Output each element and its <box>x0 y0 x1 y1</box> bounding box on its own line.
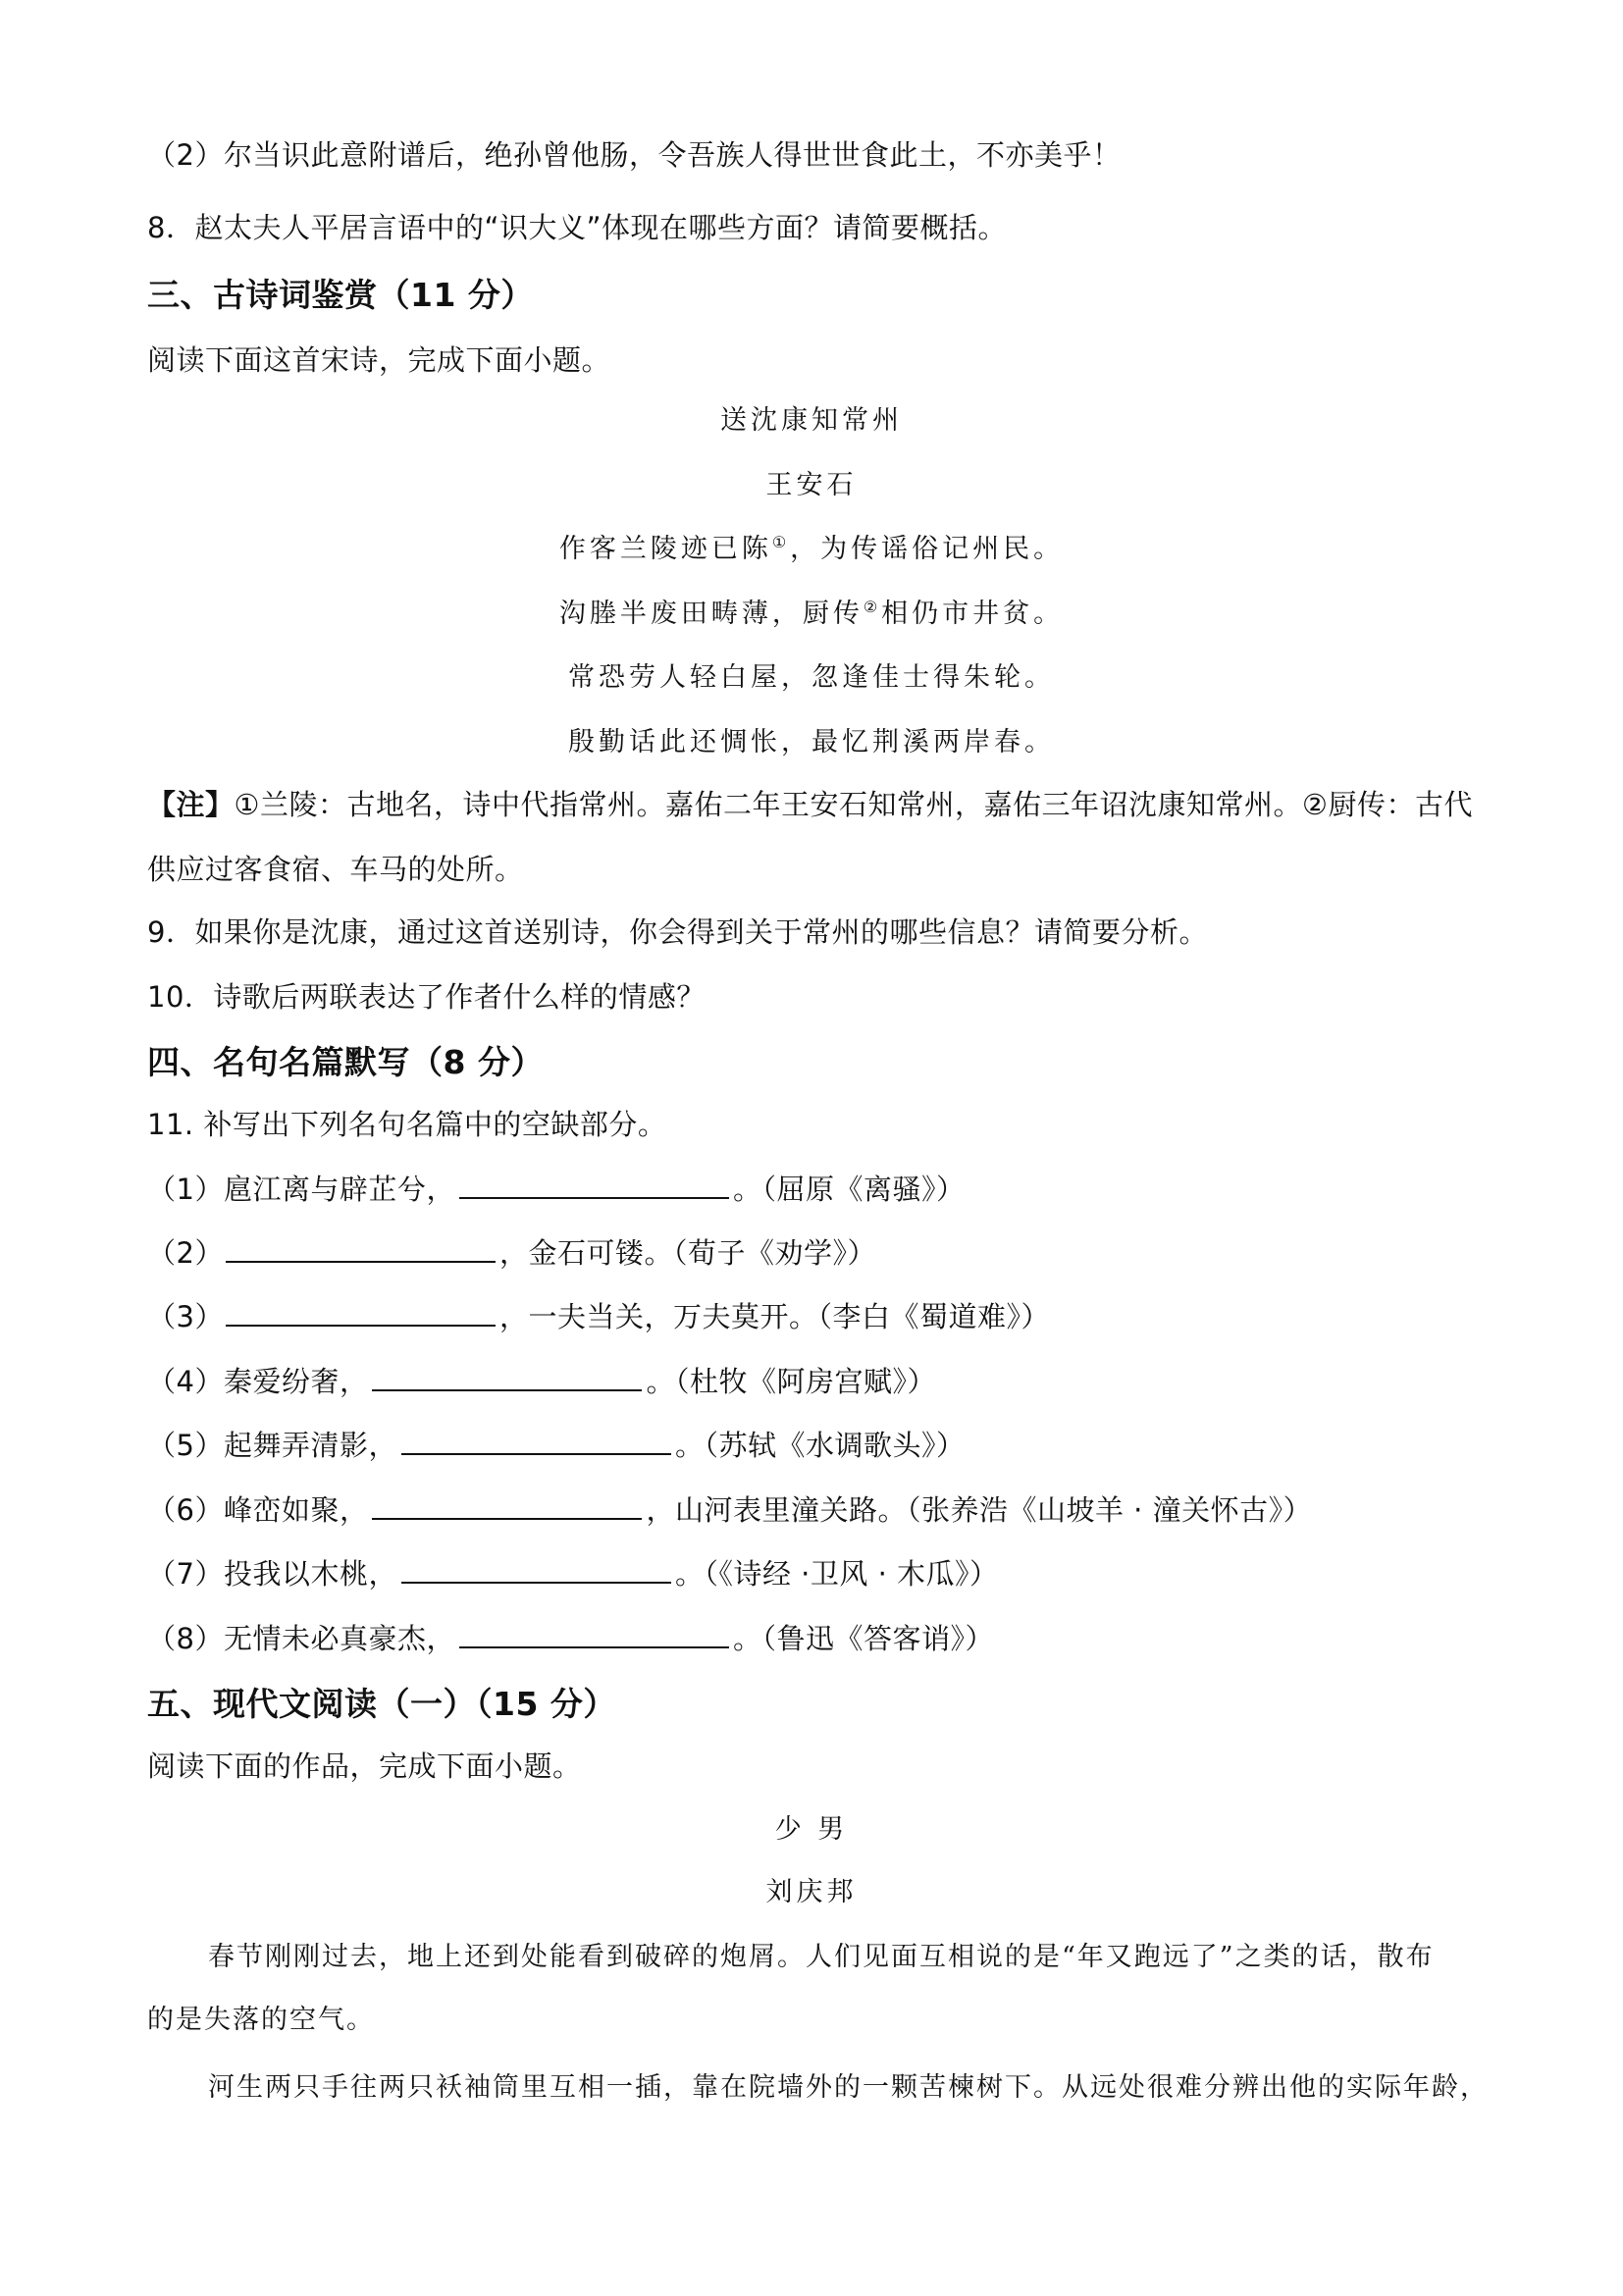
story-paragraph-1: 春节刚刚过去，地上还到处能看到破碎的炮屑。人们见面互相说的是“年又跑远了”之类的话，散布 <box>208 1942 1435 1972</box>
answer-blank[interactable] <box>372 1492 642 1520</box>
answer-blank[interactable] <box>372 1364 642 1391</box>
fill-blank-item: （4）秦爱纷奢， 。（杜牧《阿房宫赋》） <box>147 1365 936 1398</box>
question-8: 8．赵太夫人平居言语中的“识大义”体现在哪些方面？请简要概括。 <box>147 211 1007 244</box>
poem-line: 沟塍半废田畴薄，厨传②相仍市井贫。 <box>558 598 1065 629</box>
story-paragraph-2: 河生两只手往两只袄袖筒里互相一插，靠在院墙外的一颗苦楝树下。从远处很难分辨出他的实际年龄， <box>208 2072 1489 2103</box>
section-5-intro: 阅读下面的作品，完成下面小题。 <box>147 1749 582 1783</box>
q7-subquestion-2: （2）尔当识此意附谱后，绝孙曾他肠，令吾族人得世世食此土，不亦美乎！ <box>147 138 1122 172</box>
fill-blank-item: （2） ，金石可镂。（荀子《劝学》） <box>147 1236 876 1270</box>
question-9: 9．如果你是沈康，通过这首送别诗，你会得到关于常州的哪些信息？请简要分析。 <box>147 915 1208 949</box>
story-paragraph-1-continued: 的是失落的空气。 <box>147 2005 375 2035</box>
section-5-heading: 五、现代文阅读（一）（15 分） <box>147 1685 616 1723</box>
poem-line: 作客兰陵迹已陈①，为传谣俗记州民。 <box>558 533 1065 564</box>
answer-blank[interactable] <box>401 1428 671 1455</box>
answer-blank[interactable] <box>226 1299 496 1327</box>
question-10: 10．诗歌后两联表达了作者什么样的情感？ <box>147 980 706 1014</box>
fill-blank-item: （7）投我以木桃， 。（《诗经 ·卫风 · 木瓜》） <box>147 1557 999 1591</box>
section-3-heading: 三、古诗词鉴赏（11 分） <box>147 276 534 314</box>
answer-blank[interactable] <box>459 1172 729 1199</box>
poem-title: 送沈康知常州 <box>720 405 903 436</box>
fill-blank-item: （1）扈江离与辟芷兮， 。（屈原《离骚》） <box>147 1173 966 1206</box>
poem-author: 王安石 <box>765 470 858 500</box>
poem-line: 殷勤话此还惆怅，最忆荆溪两岸春。 <box>568 727 1055 757</box>
fill-blank-item: （6）峰峦如聚， ，山河表里潼关路。（张养浩《山坡羊 · 潼关怀古》） <box>147 1493 1313 1527</box>
fill-blank-item: （8）无情未必真豪杰， 。（鲁迅《答客诮》） <box>147 1622 994 1655</box>
story-title: 少 男 <box>774 1814 849 1845</box>
note-mark: 【注】 <box>147 788 235 821</box>
answer-blank[interactable] <box>226 1235 496 1263</box>
question-11: 11. 补写出下列名句名篇中的空缺部分。 <box>147 1108 667 1141</box>
section-3-intro: 阅读下面这首宋诗，完成下面小题。 <box>147 343 611 377</box>
answer-blank[interactable] <box>401 1556 671 1584</box>
section-4-heading: 四、名句名篇默写（8 分） <box>147 1043 544 1081</box>
poem-line: 常恐劳人轻白屋，忽逢佳士得朱轮。 <box>568 662 1055 693</box>
fill-blank-item: （5）起舞弄清影， 。（苏轼《水调歌头》） <box>147 1429 966 1462</box>
fill-blank-item: （3） ，一夫当关，万夫莫开。（李白《蜀道难》） <box>147 1300 1050 1333</box>
poem-note-continued: 供应过客食宿、车马的处所。 <box>147 853 524 886</box>
answer-blank[interactable] <box>459 1621 729 1648</box>
poem-note: 【注】①兰陵：古地名，诗中代指常州。嘉佑二年王安石知常州，嘉佑三年诏沈康知常州。②厨传：古代 <box>147 788 1474 821</box>
story-author: 刘庆邦 <box>765 1877 858 1907</box>
